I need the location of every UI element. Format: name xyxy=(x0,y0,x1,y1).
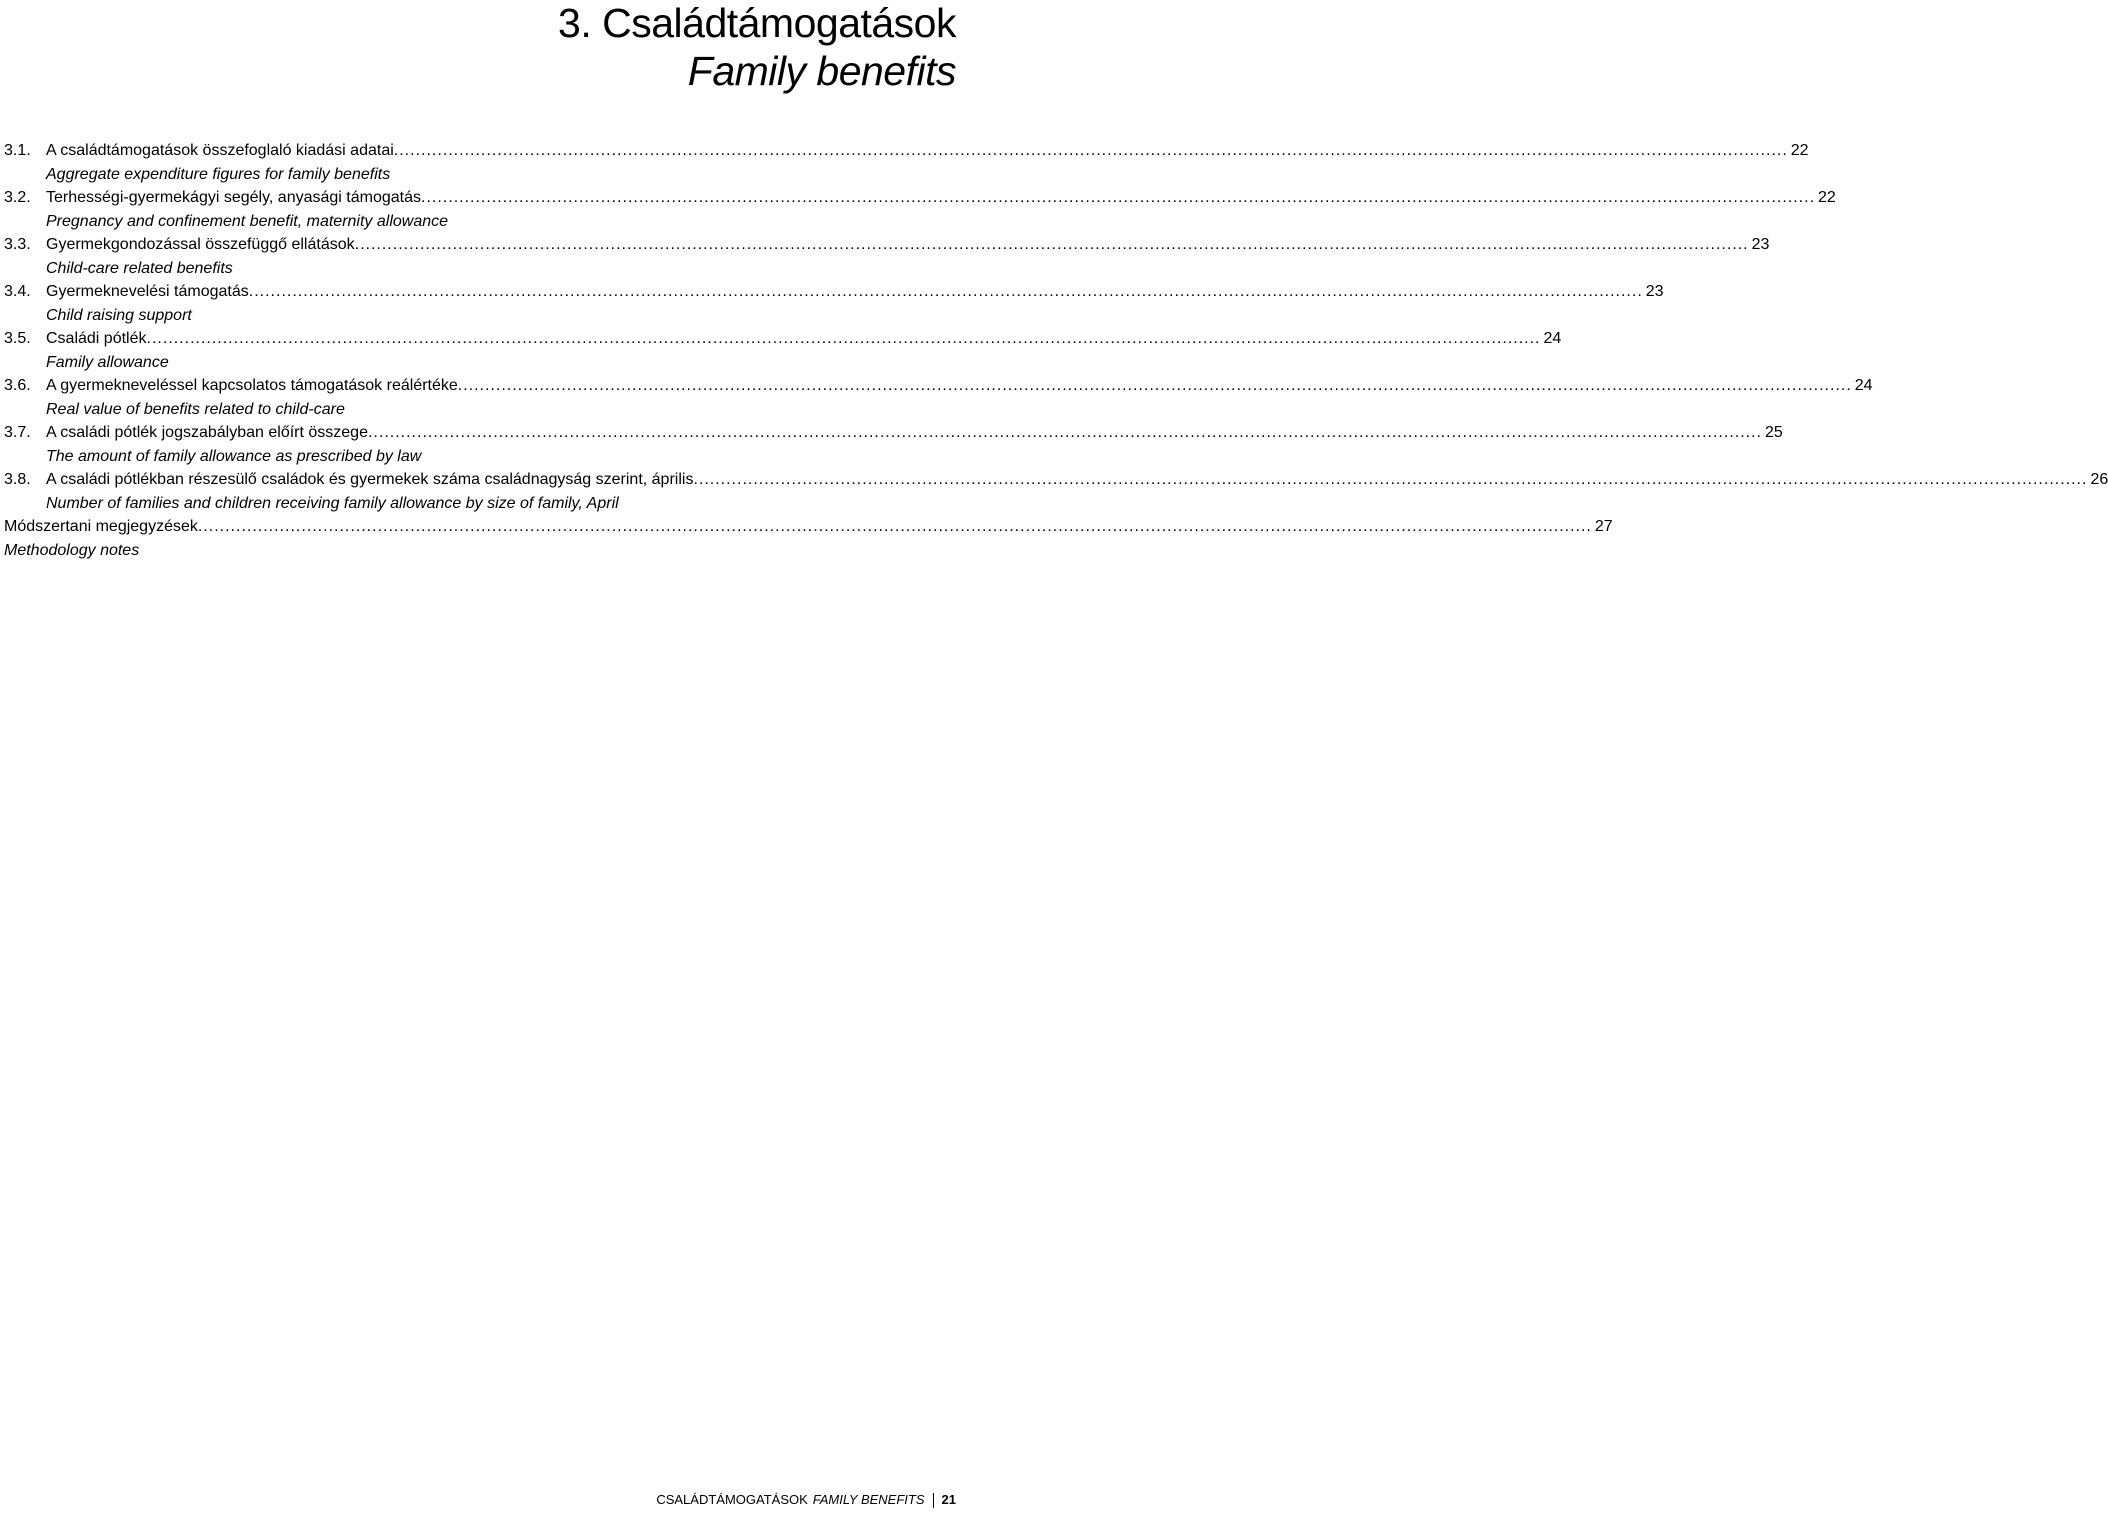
toc-page-number: 26 xyxy=(2090,471,2108,488)
toc-dot-leader xyxy=(249,280,1643,304)
toc-title: Gyermeknevelési támogatás xyxy=(46,283,249,300)
toc-number: 3.7. xyxy=(4,424,31,441)
toc-number: 3.3. xyxy=(4,236,31,253)
toc-entry-3-3[interactable] xyxy=(4,233,1770,280)
toc-entry-3-8[interactable] xyxy=(4,468,2108,515)
chapter-title xyxy=(558,0,956,96)
toc-line xyxy=(4,186,1836,210)
toc-page-number: 27 xyxy=(1594,518,1613,535)
toc-title: A gyermekneveléssel kapcsolatos támogatások reálértéke xyxy=(46,377,458,394)
toc-number: 3.2. xyxy=(4,189,31,206)
toc-title: Gyermekgondozással összefüggő ellátások xyxy=(46,236,355,253)
toc-line xyxy=(4,374,1873,398)
table-of-contents xyxy=(4,139,2108,562)
toc-page-number: 25 xyxy=(1764,424,1783,441)
toc-dot-leader xyxy=(198,515,1592,539)
toc-dot-leader xyxy=(693,468,2087,492)
toc-title: A családi pótlék jogszabályban előírt összege xyxy=(46,424,368,441)
footer-section-hungarian: CSALÁDTÁMOGATÁSOK xyxy=(656,1492,808,1507)
toc-number: 3.4. xyxy=(4,283,31,300)
toc-entry-3-2[interactable] xyxy=(4,186,1836,233)
toc-page-number: 24 xyxy=(1543,330,1562,347)
toc-subtitle: Number of families and children receiving family allowance by size of family, April xyxy=(46,494,619,512)
toc-dot-leader xyxy=(421,186,1815,210)
toc-entry-3-4[interactable] xyxy=(4,280,1664,327)
toc-page-number: 23 xyxy=(1751,236,1770,253)
chapter-title-english: Family benefits xyxy=(687,48,956,94)
toc-dot-leader xyxy=(147,327,1541,351)
toc-number: 3.5. xyxy=(4,330,31,347)
toc-subtitle: Family allowance xyxy=(46,353,169,371)
footer-section-english: FAMILY BENEFITS xyxy=(812,1492,925,1507)
toc-page-number: 23 xyxy=(1645,283,1664,300)
toc-entry-3-6[interactable] xyxy=(4,374,1873,421)
toc-entry-3-5[interactable] xyxy=(4,327,1562,374)
toc-entry-methodology[interactable] xyxy=(4,515,1613,562)
toc-number: 3.1. xyxy=(4,142,31,159)
toc-subtitle: Methodology notes xyxy=(4,541,140,559)
toc-page-number: 22 xyxy=(1818,189,1836,206)
toc-dot-leader xyxy=(368,421,1762,445)
toc-dot-leader xyxy=(355,233,1749,257)
toc-subtitle: The amount of family allowance as prescribed by law xyxy=(46,447,422,465)
toc-subtitle: Child raising support xyxy=(46,306,192,324)
toc-title: A családi pótlékban részesülő családok és gyermekek száma családnagyság szerint, április xyxy=(46,471,694,488)
toc-dot-leader xyxy=(458,374,1852,398)
toc-title: Terhességi-gyermekágyi segély, anyasági támogatás xyxy=(46,189,422,206)
chapter-title-hungarian: 3. Családtámogatások xyxy=(558,0,956,46)
toc-title: Családi pótlék xyxy=(46,330,147,347)
toc-number: 3.8. xyxy=(4,471,31,488)
page-footer xyxy=(656,1492,956,1508)
toc-subtitle: Child-care related benefits xyxy=(46,259,233,277)
toc-line xyxy=(4,139,1809,163)
toc-title: A családtámogatások összefoglaló kiadási adatai xyxy=(46,142,394,159)
toc-page-number: 22 xyxy=(1790,142,1809,159)
toc-page-number: 24 xyxy=(1854,377,1873,394)
footer-page-number: 21 xyxy=(941,1492,956,1507)
footer-divider xyxy=(933,1493,934,1508)
toc-subtitle: Real value of benefits related to child-care xyxy=(46,400,345,418)
toc-line xyxy=(4,327,1562,351)
toc-line xyxy=(4,233,1770,257)
toc-title: Módszertani megjegyzések xyxy=(4,518,198,535)
toc-line xyxy=(4,468,2108,492)
toc-entry-3-1[interactable] xyxy=(4,139,1809,186)
toc-line xyxy=(4,421,1783,445)
toc-subtitle: Aggregate expenditure figures for family benefits xyxy=(46,165,391,183)
toc-dot-leader xyxy=(394,139,1788,163)
toc-line xyxy=(4,280,1664,304)
toc-entry-3-7[interactable] xyxy=(4,421,1783,468)
toc-subtitle: Pregnancy and confinement benefit, maternity allowance xyxy=(46,212,449,230)
toc-number: 3.6. xyxy=(4,377,31,394)
toc-line xyxy=(4,515,1613,539)
